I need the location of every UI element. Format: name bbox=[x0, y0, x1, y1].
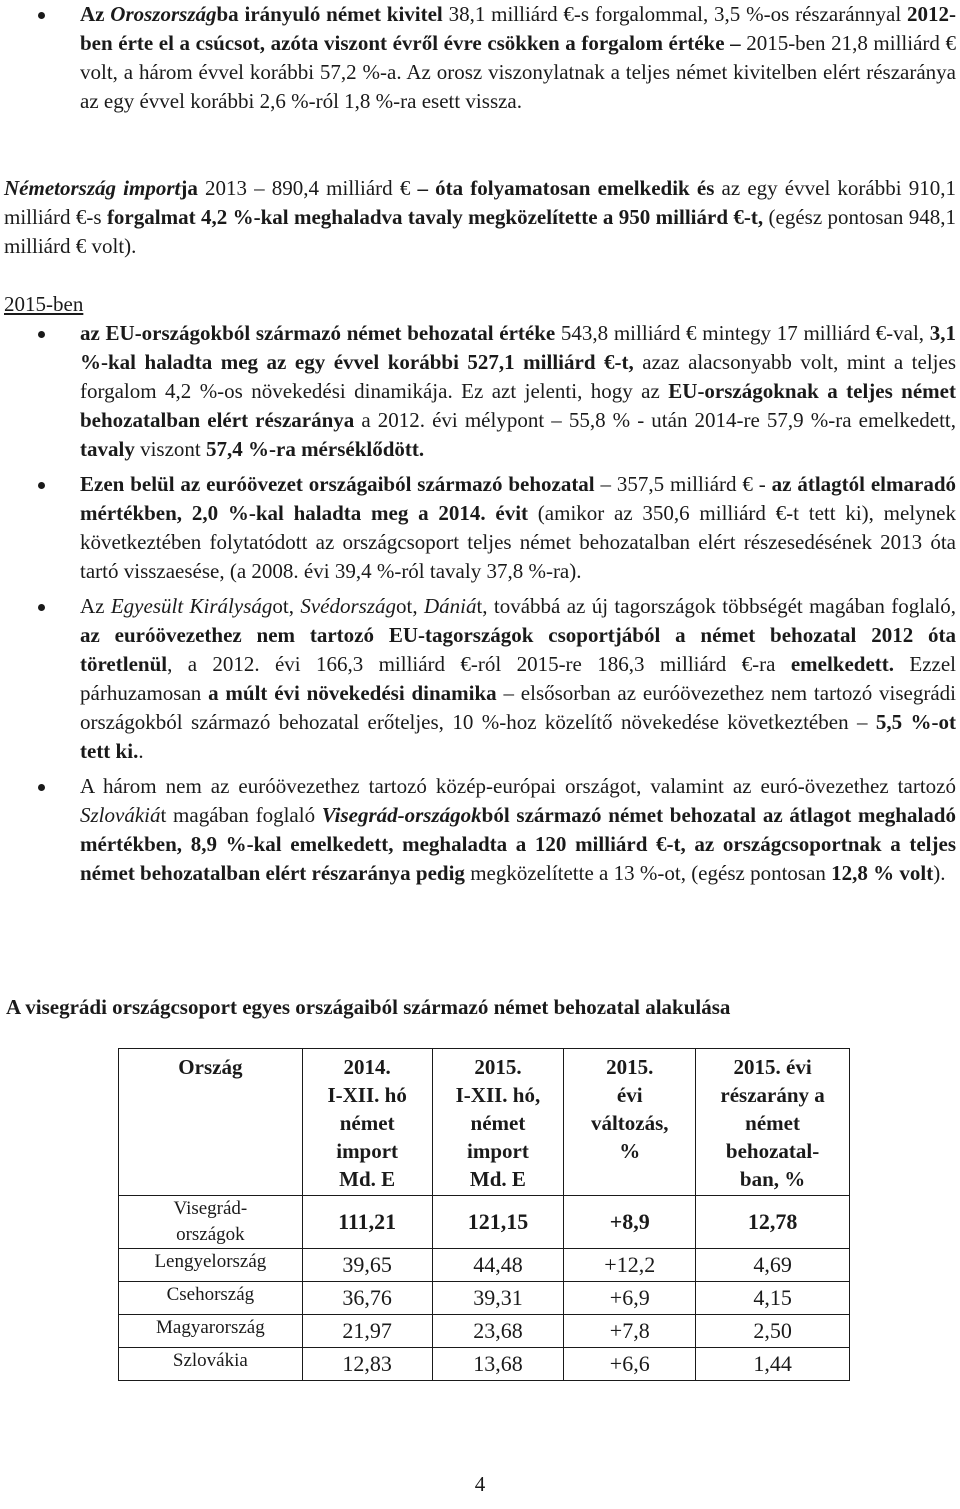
text-span: az átlagtól elmaradó mértékben, 2,0 %-kal haladta meg a 2014. évit bbox=[80, 472, 956, 525]
text-span: azaz alacsonyabb volt, mint a teljes forgalom 4,2 %-os növekedési dinamikája. Ez azt jelenti, hogy az bbox=[80, 350, 957, 403]
section-heading-2015: 2015-ben bbox=[4, 292, 84, 316]
eurozone-import-item bbox=[0, 470, 960, 586]
germany-import-paragraph bbox=[4, 174, 956, 261]
text-span: 3,1 %-kal haladta meg az egy évvel korábbi 527,1 milliárd €-t, bbox=[80, 321, 956, 374]
text-span: viszont bbox=[134, 437, 206, 461]
page-number: 4 bbox=[474, 1472, 486, 1496]
text-span: Dániá bbox=[423, 594, 477, 618]
country-cell: Csehország bbox=[119, 1282, 303, 1315]
share-cell: 4,15 bbox=[696, 1282, 850, 1315]
text-span: EU-országoknak a teljes német behozatalban elért részaránya bbox=[80, 379, 956, 432]
text-span: – 357,5 milliárd € - bbox=[594, 472, 772, 496]
table-row bbox=[119, 1348, 850, 1381]
text-span: . bbox=[138, 739, 144, 763]
value-2015-cell: 39,31 bbox=[432, 1282, 564, 1315]
share-cell: 1,44 bbox=[696, 1348, 850, 1381]
text-span: megközelítette a 13 %-ot, (egész pontosan bbox=[464, 861, 832, 885]
value-2015-cell: 121,15 bbox=[432, 1196, 564, 1249]
text-span: a múlt évi növekedési dinamika bbox=[208, 681, 497, 705]
change-cell: +6,9 bbox=[564, 1282, 696, 1315]
text-span: t magában foglaló bbox=[160, 803, 322, 827]
text-span: a 2012. évi mélypont – 55,8 % - után 2014-re 57,9 %-ra emelkedett, bbox=[354, 408, 956, 432]
text-span: ). bbox=[933, 861, 946, 885]
share-cell: 12,78 bbox=[696, 1196, 850, 1249]
value-2014-cell: 12,83 bbox=[302, 1348, 432, 1381]
text-span: 2012-ben érte el a csúcsot, azóta viszont évről évre csökken a forgalom értéke bbox=[80, 2, 956, 55]
value-2015-cell: 23,68 bbox=[432, 1315, 564, 1348]
text-span: (egész pontosan 948,1 milliárd € volt). bbox=[4, 205, 957, 258]
text-span: tavaly bbox=[80, 437, 135, 461]
text-span: 38,1 milliárd €-s forgalommal, 3,5 %-os részaránnyal bbox=[442, 2, 907, 26]
table-row bbox=[119, 1196, 850, 1249]
eu-import-item bbox=[0, 319, 960, 464]
text-span: A három nem az euróövezethez tartozó közép-európai országot, valamint az euró-övezethez tartozó bbox=[80, 774, 956, 798]
text-span: – óta folyamatosan emelkedik és bbox=[417, 176, 715, 200]
bullet-icon bbox=[38, 604, 45, 611]
table-row bbox=[119, 1249, 850, 1282]
header-country: Ország bbox=[119, 1049, 303, 1196]
table-row bbox=[119, 1282, 850, 1315]
text-span: t, továbbá az új tagországok többségét magában foglaló, bbox=[476, 594, 956, 618]
text-span: emelkedett. bbox=[790, 652, 895, 676]
value-2015-cell: 13,68 bbox=[432, 1348, 564, 1381]
text-span: 12,8 % volt bbox=[831, 861, 934, 885]
text-span: ja bbox=[180, 176, 198, 200]
value-2014-cell: 36,76 bbox=[302, 1282, 432, 1315]
value-2015-cell: 44,48 bbox=[432, 1249, 564, 1282]
non-euro-eu-import-item bbox=[0, 592, 960, 766]
header-2015-share: 2015. évi részarány a német behozatal- ban, % bbox=[696, 1049, 850, 1196]
text-span: ot, bbox=[396, 594, 424, 618]
text-span: 2013 – 890,4 milliárd € bbox=[197, 176, 418, 200]
bullet-icon bbox=[38, 784, 45, 791]
text-span: az egy évvel korábbi 910,1 milliárd €-s bbox=[4, 176, 956, 229]
text-span: Svédország bbox=[300, 594, 396, 618]
visegrad-import-item bbox=[0, 772, 960, 888]
country-cell: Lengyelország bbox=[119, 1249, 303, 1282]
text-span: 2015-ben 21,8 milliárd € volt, a három évvel korábbi 57,2 %-a. Az orosz viszonylatnak a teljes német kivitelben elért részaránya az egy évvel korábbi 2,6 %-ról 1,8 %-ra esett vissza. bbox=[80, 31, 956, 113]
bullet-icon bbox=[38, 331, 45, 338]
change-cell: +12,2 bbox=[564, 1249, 696, 1282]
country-cell: Visegrád- országok bbox=[119, 1196, 303, 1249]
value-2014-cell: 111,21 bbox=[302, 1196, 432, 1249]
change-cell: +7,8 bbox=[564, 1315, 696, 1348]
russia-export-item bbox=[0, 0, 960, 116]
header-2015-import: 2015. I-XII. hó, német import Md. E bbox=[432, 1049, 564, 1196]
text-span: Szlovákiá bbox=[80, 803, 161, 827]
bullet-icon bbox=[38, 12, 45, 19]
text-span: Ezzel párhuzamosan bbox=[80, 652, 957, 705]
russia-bullet-list bbox=[0, 0, 960, 116]
text-span: 57,4 %-ra mérséklődött. bbox=[206, 437, 425, 461]
text-span: – elsősorban az euróövezethez nem tartozó visegrádi országokból származó behozatal erőteljes, 10 %-hoz közelítő növekedése következtében – bbox=[80, 681, 956, 734]
text-span: Németország import bbox=[4, 176, 181, 200]
header-2015-change: 2015. évi változás, % bbox=[564, 1049, 696, 1196]
change-cell: +6,6 bbox=[564, 1348, 696, 1381]
eu-bullet-list bbox=[0, 319, 960, 888]
text-span: ba irányuló német kivitel bbox=[216, 2, 443, 26]
country-cell: Magyarország bbox=[119, 1315, 303, 1348]
text-span: az euróövezethez nem tartozó EU-tagországok csoportjából a német behozatal 2012 óta töretlenül bbox=[80, 623, 956, 676]
text-span: Az bbox=[80, 2, 111, 26]
text-span: 543,8 milliárd € mintegy 17 milliárd €-val, bbox=[555, 321, 930, 345]
text-span: 5,5 %-ot tett ki. bbox=[80, 710, 956, 763]
change-cell: +8,9 bbox=[564, 1196, 696, 1249]
text-span: Oroszország bbox=[110, 2, 217, 26]
text-span: Az bbox=[80, 594, 111, 618]
text-span: Egyesült Királyság bbox=[110, 594, 273, 618]
header-2014-import: 2014. I-XII. hó német import Md. E bbox=[302, 1049, 432, 1196]
text-span: (amikor az 350,6 milliárd €-t tett ki), melynek következtében folytatódott az országcsoport teljes német behozatalban elért részesedésének 2013 óta tartó visszaesése, (a 2008. évi 39,4 %-ról tavaly 37,8 %-ra). bbox=[80, 501, 956, 583]
share-cell: 2,50 bbox=[696, 1315, 850, 1348]
text-span: ból származó német behozatal az átlagot meghaladó mértékben, 8,9 %-kal emelkedett, meghaladta a 120 milliárd €-t, az országcsoportnak a teljes német behozatalban elért részaránya pedig bbox=[80, 803, 956, 885]
visegrad-import-table bbox=[118, 1048, 850, 1381]
text-span: , a 2012. évi 166,3 milliárd €-ról 2015-re 186,3 milliárd €-ra bbox=[167, 652, 791, 676]
value-2014-cell: 39,65 bbox=[302, 1249, 432, 1282]
text-span: Ezen belül az euróövezet országaiból származó behozatal bbox=[80, 472, 595, 496]
table-title: A visegrádi országcsoport egyes országaiból származó német behozatal alakulása bbox=[6, 995, 731, 1019]
table-row bbox=[119, 1315, 850, 1348]
table-header-row bbox=[119, 1049, 850, 1196]
text-span: ot, bbox=[272, 594, 301, 618]
share-cell: 4,69 bbox=[696, 1249, 850, 1282]
text-span: az EU-országokból származó német behozatal értéke bbox=[80, 321, 556, 345]
value-2014-cell: 21,97 bbox=[302, 1315, 432, 1348]
country-cell: Szlovákia bbox=[119, 1348, 303, 1381]
text-span: Visegrád-országok bbox=[321, 803, 482, 827]
text-span: – bbox=[724, 31, 747, 55]
bullet-icon bbox=[38, 482, 45, 489]
text-span: forgalmat 4,2 %-kal meghaladva tavaly megközelítette a 950 milliárd €-t, bbox=[106, 205, 764, 229]
